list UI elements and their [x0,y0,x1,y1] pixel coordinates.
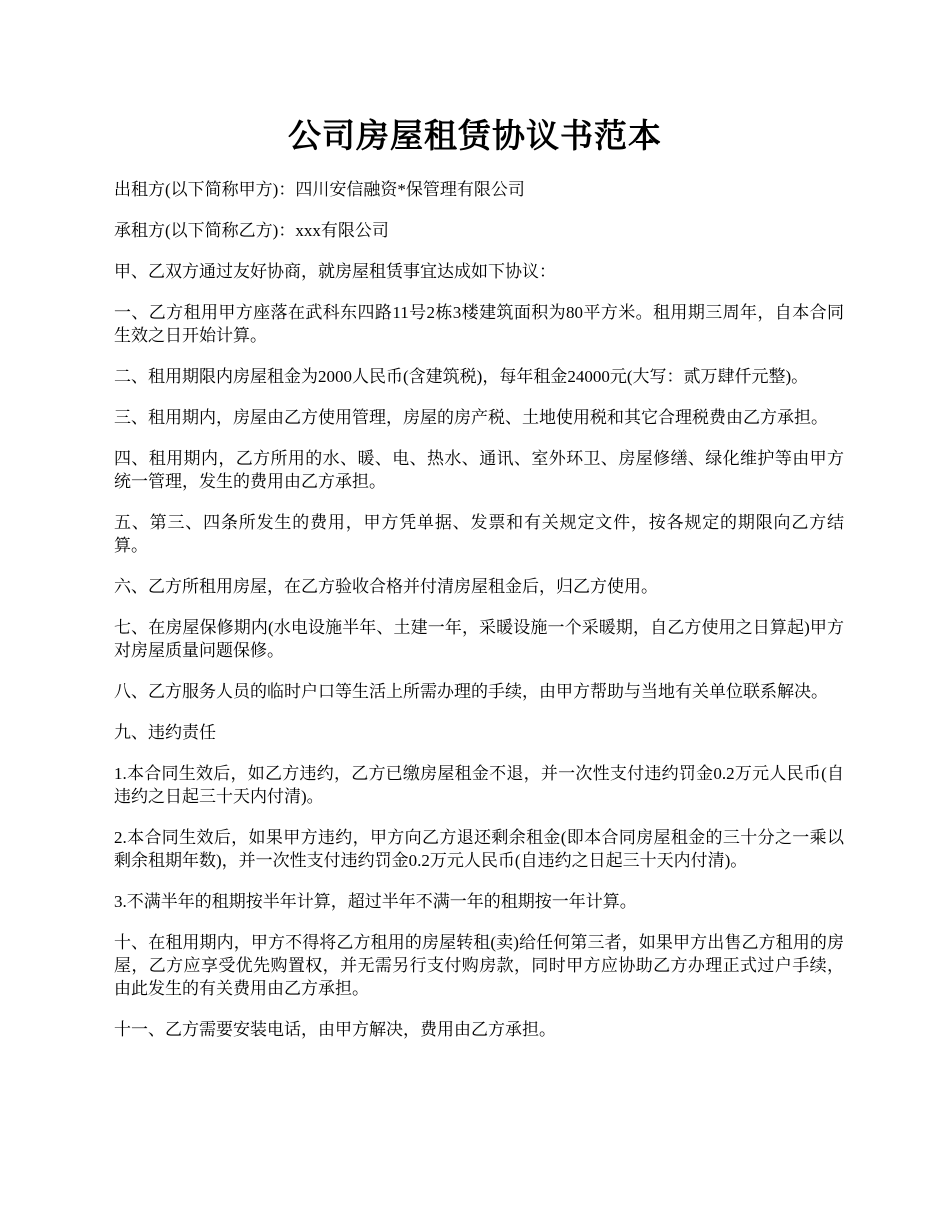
clause-9-item-1: 1.本合同生效后，如乙方违约，乙方已缴房屋租金不退，并一次性支付违约罚金0.2万元人民币(自违约之日起三十天内付清)。 [114,764,844,806]
clause-3-paragraph: 三、租用期内，房屋由乙方使用管理，房屋的房产税、土地使用税和其它合理税费由乙方承担。 [114,408,828,427]
clause-1-paragraph: 一、乙方租用甲方座落在武科东四路11号2栋3楼建筑面积为80平方米。租用期三周年，自本合同生效之日开始计算。 [114,303,844,345]
clause-9-item-3: 3.不满半年的租期按半年计算，超过半年不满一年的租期按一年计算。 [114,892,637,911]
clause-6-paragraph: 六、乙方所租用房屋，在乙方验收合格并付清房屋租金后，归乙方使用。 [114,577,658,596]
clause-2-paragraph: 二、租用期限内房屋租金为2000人民币(含建筑税)，每年租金24000元(大写：贰万肆仟元整)。 [114,367,809,386]
document-title: 公司房屋租赁协议书范本 [288,116,662,155]
clause-10-paragraph: 十、在租用期内，甲方不得将乙方租用的房屋转租(卖)给任何第三者，如果甲方出售乙方租用的房屋，乙方应享受优先购置权，并无需另行支付购房款，同时甲方应协助乙方办理正式过户手续，由此发生的有关费用由乙方承担。 [114,933,844,998]
party-a-line: 出租方(以下简称甲方)：四川安信融资*保管理有限公司 [114,180,525,199]
clause-9-heading: 九、违约责任 [114,723,216,742]
clause-4-paragraph: 四、租用期内，乙方所用的水、暖、电、热水、通讯、室外环卫、房屋修缮、绿化维护等由甲方统一管理，发生的费用由乙方承担。 [114,449,844,491]
party-b-line: 承租方(以下简称乙方)：xxx有限公司 [114,221,389,240]
preamble-paragraph: 甲、乙双方通过友好协商，就房屋租赁事宜达成如下协议： [114,262,556,281]
clause-7-paragraph: 七、在房屋保修期内(水电设施半年、土建一年，采暖设施一个采暖期，自乙方使用之日算起)甲方对房屋质量问题保修。 [114,618,844,660]
clause-5-paragraph: 五、第三、四条所发生的费用，甲方凭单据、发票和有关规定文件，按各规定的期限向乙方结算。 [114,513,844,555]
clause-11-paragraph: 十一、乙方需要安装电话，由甲方解决，费用由乙方承担。 [114,1020,556,1039]
document-body [114,178,844,1059]
clause-8-paragraph: 八、乙方服务人员的临时户口等生活上所需办理的手续，由甲方帮助与当地有关单位联系解决。 [114,682,828,701]
clause-9-item-2: 2.本合同生效后，如果甲方违约，甲方向乙方退还剩余租金(即本合同房屋租金的三十分之一乘以剩余租期年数)，并一次性支付违约罚金0.2万元人民币(自违约之日起三十天内付清)。 [114,828,844,870]
